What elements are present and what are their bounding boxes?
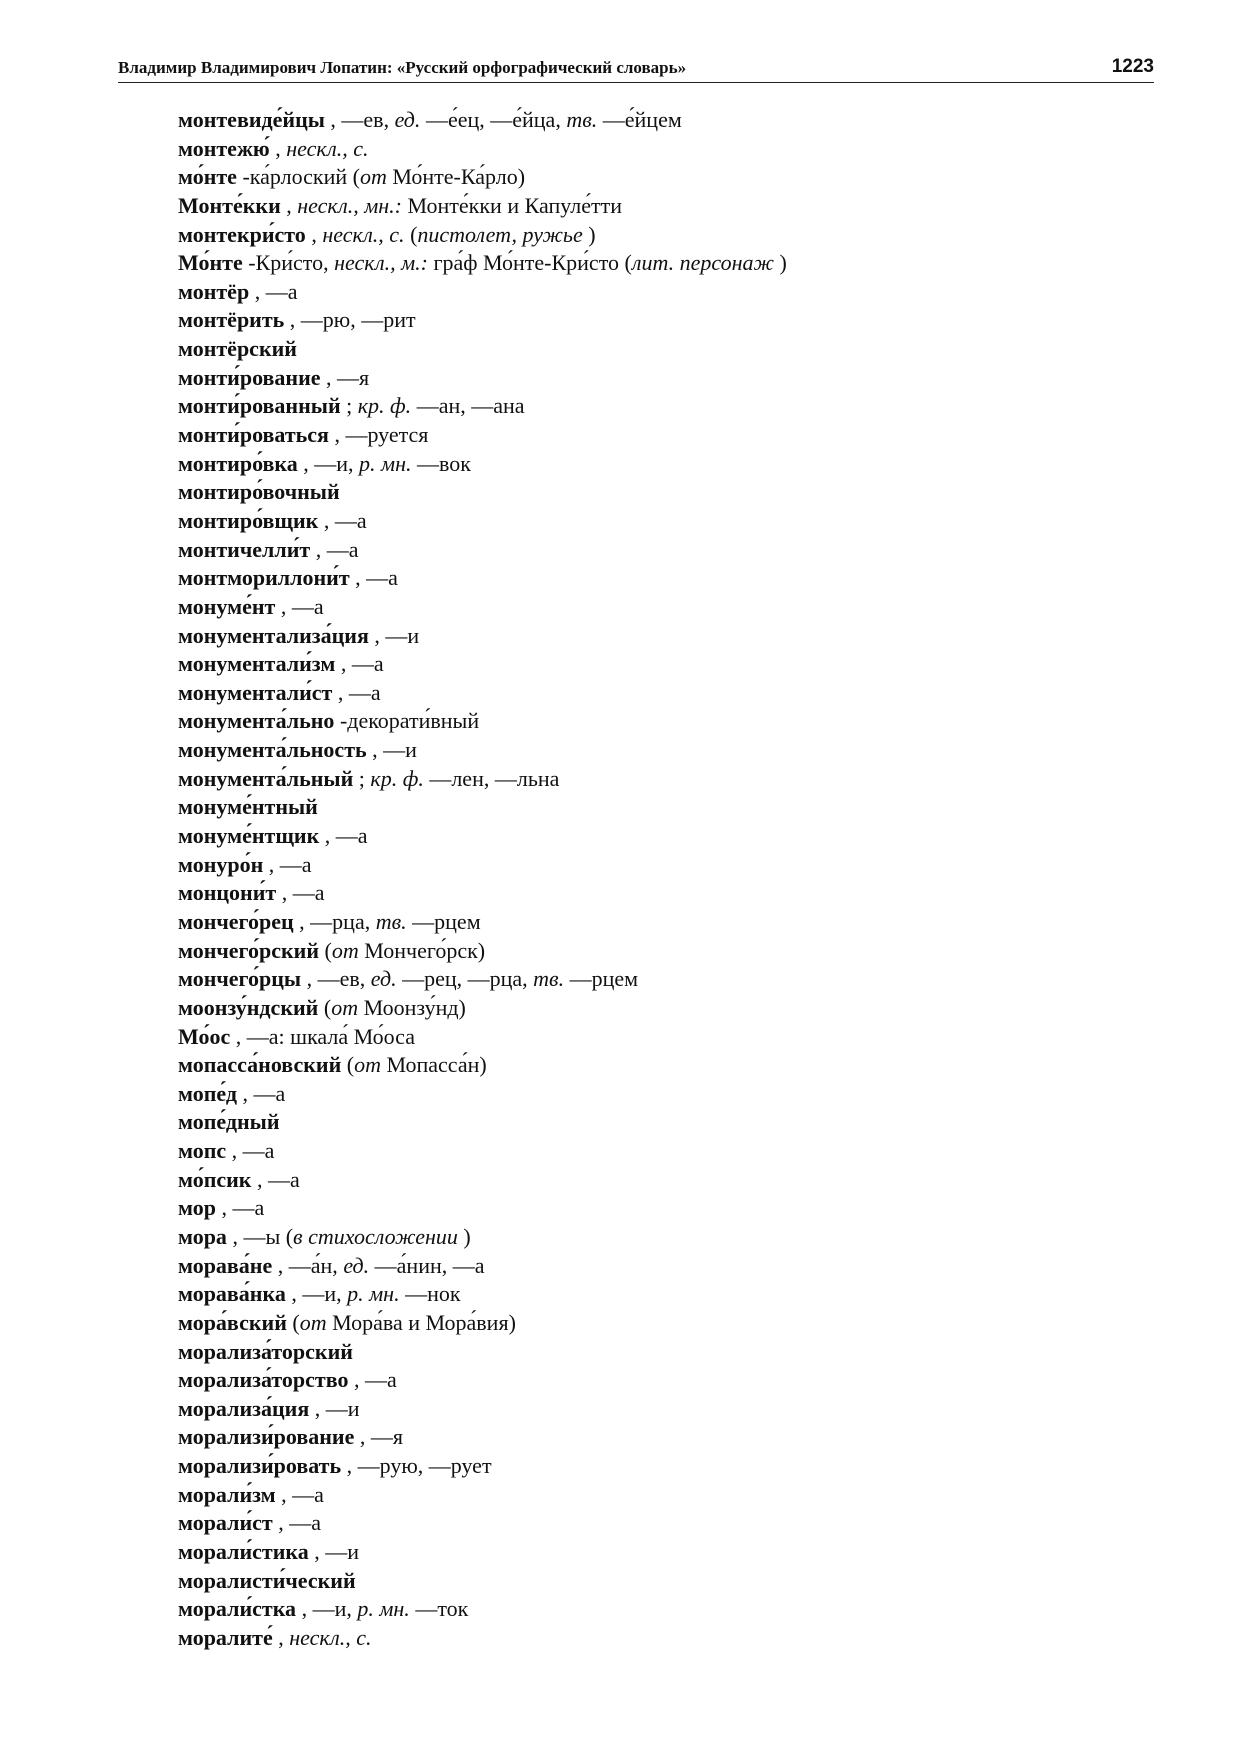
dictionary-entry <box>178 1624 787 1653</box>
headword: морализа́торский <box>178 1338 353 1364</box>
grammar-note: нескл., мн.: <box>297 192 403 218</box>
entry-text: —рец, —рца, <box>396 966 534 992</box>
headword: морали́зм <box>178 1481 276 1507</box>
dictionary-entry <box>178 1338 787 1367</box>
dictionary-entry <box>178 106 787 135</box>
headword: морали́стка <box>178 1596 297 1622</box>
entry-text: , —а <box>319 823 368 849</box>
dictionary-entry <box>178 392 787 421</box>
headword: монументали́ст <box>178 679 333 705</box>
entry-text: —а́нин, —а <box>369 1252 485 1278</box>
headword: мо́псик <box>178 1166 252 1192</box>
dictionary-entry <box>178 306 787 335</box>
headword: монтежю́ <box>178 135 270 161</box>
entry-text: —нок <box>399 1281 461 1307</box>
dictionary-entry <box>178 1595 787 1624</box>
dictionary-entry <box>178 421 787 450</box>
headword: монтёр <box>178 278 250 304</box>
dictionary-entry <box>178 793 787 822</box>
dictionary-entry <box>178 278 787 307</box>
headword: монумента́льный <box>178 765 354 791</box>
headword: монтёрский <box>178 336 297 362</box>
headword: морализа́ция <box>178 1395 310 1421</box>
entry-text: , —и, <box>285 1281 348 1307</box>
dictionary-entry <box>178 221 787 250</box>
headword: мор <box>178 1195 216 1221</box>
entry-text: ( <box>404 221 418 247</box>
headword: монцони́т <box>178 880 277 906</box>
dictionary-entry <box>178 1166 787 1195</box>
headword: монтмориллони́т <box>178 565 350 591</box>
dictionary-entry <box>178 1080 787 1109</box>
headword: мопе́дный <box>178 1109 280 1135</box>
dictionary-entry <box>178 192 787 221</box>
headword: моралите́ <box>178 1624 273 1650</box>
dictionary-entry <box>178 965 787 994</box>
entry-text: —вок <box>411 450 471 476</box>
grammar-note: р. мн. <box>359 450 412 476</box>
entry-text: —ток <box>409 1596 469 1622</box>
entry-text: , <box>272 1624 290 1650</box>
grammar-note: от <box>331 994 359 1020</box>
entry-text: , —а <box>275 1481 324 1507</box>
entry-text: , —а <box>332 679 381 705</box>
entry-text: , <box>280 192 298 218</box>
dictionary-entry <box>178 937 787 966</box>
entry-text: , —а <box>276 880 325 906</box>
dictionary-entry <box>178 1481 787 1510</box>
entry-text: , —а <box>335 651 384 677</box>
headword: монтёрить <box>178 307 285 333</box>
entry-text: , —а <box>272 1510 321 1536</box>
grammar-note: от <box>354 1052 381 1078</box>
entry-text: , —а <box>226 1138 275 1164</box>
grammar-note: тв. <box>533 966 565 992</box>
dictionary-entry <box>178 1051 787 1080</box>
header-rule <box>118 82 1154 83</box>
headword: морали́ст <box>178 1510 273 1536</box>
headword: мора <box>178 1223 227 1249</box>
headword: морализа́торство <box>178 1367 349 1393</box>
entry-text: Мончего́рск) <box>358 937 486 963</box>
entry-text: , —а <box>310 536 359 562</box>
entry-text: Монте́кки и Капуле́тти <box>402 192 623 218</box>
entry-text: , —и, <box>297 450 360 476</box>
page-number: 1223 <box>1111 56 1154 77</box>
dictionary-entry <box>178 335 787 364</box>
headword: морава́нка <box>178 1281 286 1307</box>
headword: монумента́льность <box>178 737 367 763</box>
entry-text: , —а <box>263 851 312 877</box>
headword: монти́рование <box>178 364 321 390</box>
entry-text: , —а: шкала́ Мо́оса <box>230 1023 415 1049</box>
dictionary-entry <box>178 1137 787 1166</box>
headword: моонзу́ндский <box>178 994 319 1020</box>
entry-text: ; <box>340 393 358 419</box>
entry-text: гра́ф Мо́нте-Кри́сто ( <box>427 250 632 276</box>
headword: мопс <box>178 1138 227 1164</box>
headword: монти́роваться <box>178 422 329 448</box>
grammar-note: ед. <box>394 107 421 132</box>
entry-text: , —и, <box>296 1596 358 1622</box>
dictionary-entry <box>178 163 787 192</box>
page-header <box>118 56 1154 82</box>
headword: монуме́нтный <box>178 794 318 820</box>
headword: монуро́н <box>178 851 264 877</box>
headword: монумента́льно <box>178 708 335 734</box>
grammar-note: пистолет, ружье <box>417 221 589 247</box>
entry-text: , —руется <box>328 422 429 448</box>
grammar-note: кр. ф. <box>370 765 424 791</box>
entry-text: , —рца, <box>293 908 376 934</box>
headword: монтиро́вщик <box>178 507 319 533</box>
dictionary-entry <box>178 478 787 507</box>
grammar-note: р. мн. <box>347 1281 400 1307</box>
headword: монтевиде́йцы <box>178 107 325 132</box>
headword: монтиро́вка <box>178 450 298 476</box>
entry-text: , —рю, —рит <box>284 307 416 333</box>
headword: Мо́нте <box>178 250 243 276</box>
entry-text: Моонзу́нд) <box>358 994 466 1020</box>
dictionary-entry <box>178 851 787 880</box>
entry-text: —е́ец, —е́йца, <box>420 107 567 132</box>
dictionary-entry <box>178 564 787 593</box>
dictionary-entry <box>178 135 787 164</box>
dictionary-entry <box>178 879 787 908</box>
entry-text: —е́йцем <box>597 107 682 132</box>
entry-text: , —а <box>215 1195 265 1221</box>
headword: монументализа́ция <box>178 622 369 648</box>
headword: морава́не <box>178 1252 273 1278</box>
entry-text: ( <box>318 994 332 1020</box>
grammar-note: нескл., с. <box>286 135 369 161</box>
entry-text: , —а <box>251 1166 300 1192</box>
entry-text: , —а́н, <box>272 1252 344 1278</box>
dictionary-entry <box>178 1538 787 1567</box>
headword: морали́стика <box>178 1539 309 1565</box>
entry-text: ) <box>779 250 787 276</box>
dictionary-entry <box>178 994 787 1023</box>
entry-text: -декорати́вный <box>334 708 480 734</box>
grammar-note: от <box>299 1309 327 1335</box>
dictionary-entry <box>178 1509 787 1538</box>
entry-text: , <box>305 221 323 247</box>
entry-text: ) <box>588 221 596 247</box>
entry-text: , —а <box>318 507 367 533</box>
entry-text: , —и <box>366 737 417 763</box>
entry-text: ( <box>341 1052 355 1078</box>
headword: мопе́д <box>178 1080 237 1106</box>
dictionary-entries <box>178 106 787 1653</box>
grammar-note: нескл., м.: <box>334 250 428 276</box>
dictionary-entry <box>178 507 787 536</box>
grammar-note: ед. <box>343 1252 370 1278</box>
dictionary-entry <box>178 1395 787 1424</box>
dictionary-entry <box>178 593 787 622</box>
entry-text: ) <box>463 1223 471 1249</box>
dictionary-entry <box>178 450 787 479</box>
entry-text: -Кри́сто, <box>242 250 335 276</box>
headword: Монте́кки <box>178 192 281 218</box>
headword: монтиро́вочный <box>178 479 340 505</box>
entry-text: , —а <box>348 1367 397 1393</box>
grammar-note: от <box>359 164 387 190</box>
dictionary-entry <box>178 1280 787 1309</box>
dictionary-entry <box>178 622 787 651</box>
dictionary-entry <box>178 1194 787 1223</box>
dictionary-entry <box>178 1366 787 1395</box>
entry-text: , —ев, <box>301 966 371 992</box>
dictionary-entry <box>178 736 787 765</box>
dictionary-entry <box>178 1567 787 1596</box>
dictionary-entry <box>178 822 787 851</box>
headword: монтичелли́т <box>178 536 311 562</box>
entry-text: —ан, —ана <box>411 393 525 419</box>
grammar-note: тв. <box>566 107 598 132</box>
entry-text: , —а <box>275 593 324 619</box>
entry-text: , —и <box>368 622 420 648</box>
grammar-note: нескл., с. <box>322 221 405 247</box>
headword: монументали́зм <box>178 651 336 677</box>
headword: Мо́ос <box>178 1023 231 1049</box>
headword: мо́нте <box>178 164 237 190</box>
entry-text: , —я <box>320 364 370 390</box>
headword: морализи́рование <box>178 1424 355 1450</box>
entry-text: , —и <box>309 1395 360 1421</box>
headword: монуме́нтщик <box>178 823 320 849</box>
entry-text: ; <box>353 765 371 791</box>
dictionary-entry <box>178 1252 787 1281</box>
entry-text: , —а <box>236 1080 286 1106</box>
entry-text: , —рую, —рует <box>341 1453 492 1479</box>
entry-text: , —а <box>349 565 398 591</box>
headword: монти́рованный <box>178 393 341 419</box>
grammar-note: от <box>331 937 359 963</box>
grammar-note: тв. <box>375 908 407 934</box>
entry-text: , —ы ( <box>226 1223 294 1249</box>
dictionary-entry <box>178 536 787 565</box>
headword: мора́вский <box>178 1309 287 1335</box>
entry-text: , <box>269 135 287 161</box>
headword: мопасса́новский <box>178 1052 342 1078</box>
grammar-note: кр. ф. <box>357 393 412 419</box>
entry-text: Мо́нте-Ка́рло) <box>386 164 526 190</box>
dictionary-entry <box>178 1108 787 1137</box>
entry-text: , —ев, <box>324 107 395 132</box>
entry-text: ( <box>286 1309 300 1335</box>
dictionary-entry <box>178 707 787 736</box>
entry-text: , —я <box>354 1424 403 1450</box>
headword: морализи́ровать <box>178 1453 342 1479</box>
entry-text: —рцем <box>406 908 481 934</box>
dictionary-entry <box>178 1452 787 1481</box>
entry-text: —рцем <box>564 966 639 992</box>
dictionary-entry <box>178 1023 787 1052</box>
grammar-note: лит. персонаж <box>631 250 780 276</box>
running-title: Владимир Владимирович Лопатин: «Русский орфографический словарь» <box>118 58 687 77</box>
grammar-note: нескл., с. <box>289 1624 372 1650</box>
grammar-note: р. мн. <box>357 1596 410 1622</box>
entry-text: —лен, —льна <box>423 765 560 791</box>
dictionary-entry <box>178 364 787 393</box>
dictionary-entry <box>178 1423 787 1452</box>
entry-text: , —и <box>308 1539 360 1565</box>
dictionary-entry <box>178 679 787 708</box>
entry-text: Мора́ва и Мора́вия) <box>326 1309 516 1335</box>
entry-text: Мопасса́н) <box>380 1052 487 1078</box>
headword: монтекри́сто <box>178 221 306 247</box>
dictionary-entry <box>178 908 787 937</box>
dictionary-entry <box>178 650 787 679</box>
entry-text: , —а <box>249 278 298 304</box>
dictionary-entry <box>178 249 787 278</box>
headword: мончего́рец <box>178 908 294 934</box>
headword: монуме́нт <box>178 593 276 619</box>
dictionary-entry <box>178 1309 787 1338</box>
headword: моралисти́ческий <box>178 1567 356 1593</box>
dictionary-entry <box>178 765 787 794</box>
grammar-note: ед. <box>370 966 397 992</box>
entry-text: -ка́рлоский ( <box>236 164 360 190</box>
headword: мончего́рский <box>178 937 320 963</box>
grammar-note: в стихосложении <box>293 1223 464 1249</box>
dictionary-entry <box>178 1223 787 1252</box>
entry-text: ( <box>319 937 332 963</box>
headword: мончего́рцы <box>178 966 302 992</box>
